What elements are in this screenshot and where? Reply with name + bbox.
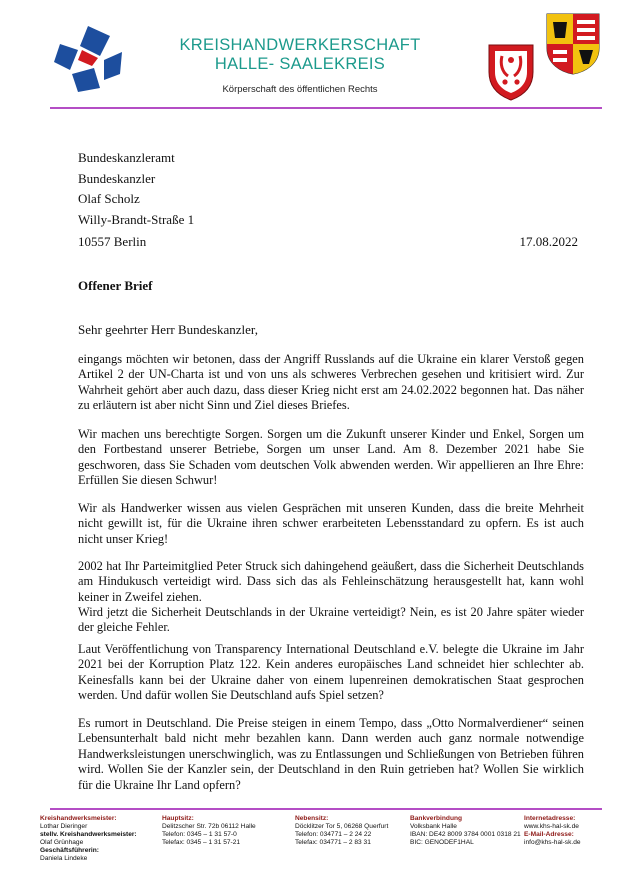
organization-subtitle: Körperschaft des öffentlichen Rechts — [222, 84, 378, 95]
letter-subject: Offener Brief — [78, 278, 153, 293]
footer-main-office — [162, 815, 256, 847]
footer-text: Lothar Dieringer — [40, 823, 88, 830]
body-paragraph: eingangs möchten wir betonen, dass der Angriff Russlands auf die Ukraine ein klarer Verstoß gegen Artikel 2 der UN-Charta ist und von uns als schweres Verbrechen gesehen und kritisiert wird. Zur Wahrheit gehört aber auch dazu, dass dieser Krieg nicht erst am 24.02.2022 begonnen hat. Das näher zu erläutern ist aber nicht Sinn und Ziel dieses Briefes. — [78, 352, 584, 413]
halle-crest — [486, 42, 536, 102]
recipient-line: Willy-Brandt-Straße 1 — [78, 211, 195, 227]
footer-text: Telefon: 0345 – 1 31 57-0 — [162, 831, 237, 838]
footer-heading: Hauptsitz: — [162, 815, 194, 822]
body-paragraph: Laut Veröffentlichung von Transparency International Deutschland e.V. belegte die Ukraine im Jahr 2021 bei der Korruption Platz 122. Kein anderes europäisches Land schneidet hier schlechter ab. Keinesfalls kann bei der Ukraine daher von einem lupenreinen demokratischen Staat gesprochen werden. Und dafür wollen Sie Deutschland aufs Spiel setzen? — [78, 642, 584, 703]
organization-title-line1: KREISHANDWERKERSCHAFT — [179, 36, 421, 54]
footer-website[interactable]: www.khs-hal-sk.de — [524, 823, 579, 830]
letter-date: 17.08.2022 — [519, 234, 578, 249]
footer-text: Telefax: 034771 – 2 83 31 — [295, 839, 371, 846]
body-paragraph: Es rumort in Deutschland. Die Preise steigen in einem Tempo, dass „Otto Normalverdiener“ seinen Lebensunterhalt bald nicht mehr bezahlen kann. Dann werden auch ganz normale notwendige Handwerksleistungen unerschwinglich, was zu Entlassungen und Schließungen von Betrieben führen wird. Wollen Sie der Kanzler sein, der Deutschland in den Ruin getrieben hat? Wollen Sie wirklich für die Ukraine Ihr Land opfern? — [78, 716, 584, 792]
footer-heading: Nebensitz: — [295, 815, 329, 822]
footer-heading: Geschäftsführerin: — [40, 847, 99, 854]
organization-title-line2: HALLE- SAALEKREIS — [214, 55, 386, 73]
footer-heading: Bankverbindung — [410, 815, 463, 822]
header-divider — [50, 107, 602, 109]
footer-text: IBAN: DE42 8009 3784 0001 0318 21 — [410, 831, 521, 838]
footer-heading: Kreishandwerksmeister: — [40, 815, 117, 822]
body-paragraph: Wir als Handwerker wissen aus vielen Gesprächen mit unseren Kunden, dass die breite Mehrheit nicht gewillt ist, für die Ukraine ihren schwer erarbeiteten Lebensstandard zu opfern. Es ist auch nicht unser Krieg! — [78, 501, 584, 546]
footer-text: Telefon: 034771 – 2 24 22 — [295, 831, 372, 838]
recipient-address — [78, 148, 194, 230]
body-paragraph: Wird jetzt die Sicherheit Deutschlands in der Ukraine verteidigt? Nein, es ist 20 Jahre später wieder der gleiche Fehler. — [78, 605, 584, 635]
footer-text: Olaf Grünhage — [40, 839, 84, 846]
footer-contact — [524, 815, 581, 847]
salutation: Sehr geehrter Herr Bundeskanzler, — [78, 322, 258, 337]
footer-text: Volksbank Halle — [410, 823, 457, 830]
body-paragraph: Wir machen uns berechtigte Sorgen. Sorgen um die Zukunft unserer Kinder und Enkel, Sorgen um den Fortbestand unserer Betriebe, Sorgen um unser Land. Am 8. Dezember 2021 habe Sie geschworen, dass Sie Schaden vom deutschen Volk abwenden werden. Wir appellieren an Ihre Ehre: Erfüllen Sie diesen Schwur! — [78, 427, 584, 488]
footer-email[interactable]: info@khs-hal-sk.de — [524, 839, 581, 846]
footer-text: BIC: GENODEF1HAL — [410, 839, 474, 846]
footer-text: Daniela Lindeke — [40, 855, 88, 862]
footer-text: Döcklitzer Tor 5, 06268 Querfurt — [295, 823, 389, 830]
footer-text: Delitzscher Str. 72b 06112 Halle — [162, 823, 256, 830]
saalekreis-crest — [545, 12, 601, 76]
footer-heading: stellv. Kreishandwerksmeister: — [40, 831, 137, 838]
kreishandwerkerschaft-logo — [50, 22, 126, 94]
recipient-line: Bundeskanzler — [78, 170, 156, 186]
footer-board — [40, 815, 137, 863]
footer-divider — [50, 808, 602, 810]
footer-text: Telefax: 0345 – 1 31 57-21 — [162, 839, 241, 846]
recipient-line: Bundeskanzleramt — [78, 150, 175, 165]
organization-title — [150, 36, 450, 74]
footer-branch-office — [295, 815, 388, 847]
footer-bank — [410, 815, 521, 847]
body-paragraph: 2002 hat Ihr Parteimitglied Peter Struck sich dahingehend geäußert, dass die Sicherheit Deutschlands am Hindukusch verteidigt wird. Dass sich das als Fehleinschätzung herausgestellt hat, kann wohl keiner in Zweifel ziehen. — [78, 559, 584, 604]
footer-heading: Internetadresse: — [524, 815, 576, 822]
recipient-city: 10557 Berlin — [78, 234, 147, 249]
recipient-line: Olaf Scholz — [78, 191, 140, 206]
footer-heading: E-Mail-Adresse: — [524, 831, 574, 838]
